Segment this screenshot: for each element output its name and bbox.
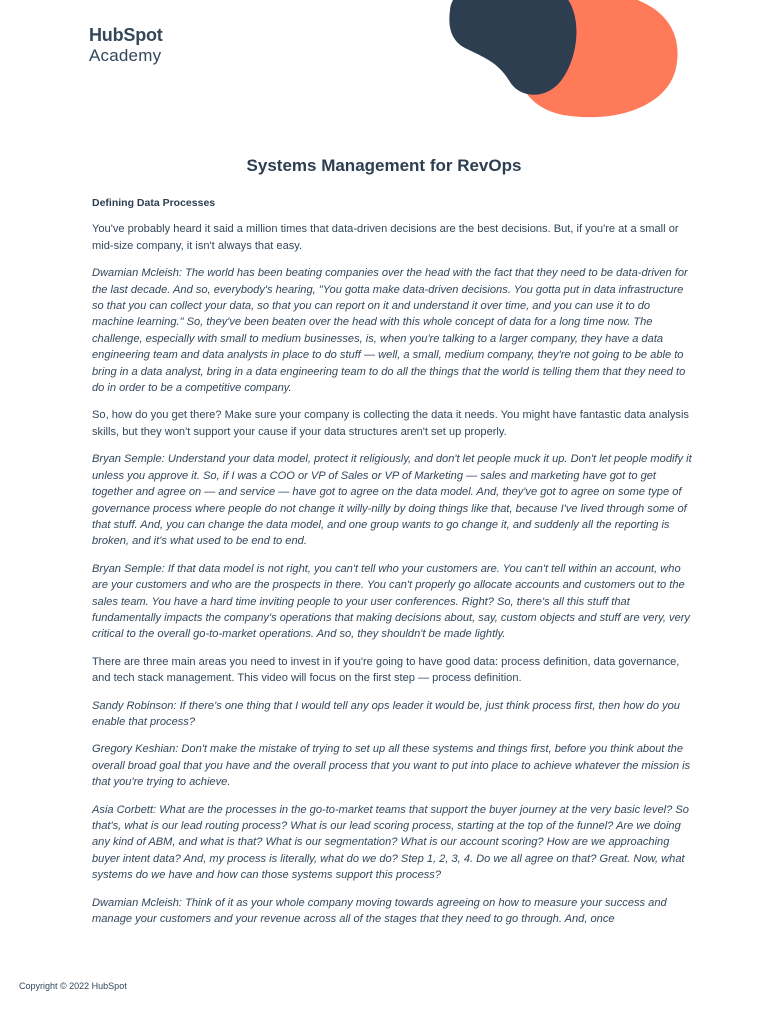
paragraph-list <box>92 221 692 927</box>
navy-blob-shape <box>449 0 576 95</box>
quote-paragraph: Dwamian Mcleish: Think of it as your whole company moving towards agreeing on how to measure your success and manage your customers and your revenue across all of the stages that they need to go through. And, once <box>92 896 667 926</box>
quote-paragraph: Bryan Semple: Understand your data model, protect it religiously, and don't let people muck it up. Don't let people modify it unless you approve it. So, if I was a COO or VP of Sales or VP of Marketing — sales and marketing have got to get together and agree on — and service — have got to agree on the data model. And, they've got to agree on some type of governance process where people do not change it willy-nilly by doing things like that, because I've lived through some of that stuff. And, you can change the data model, and one group wants to go change it, and suddenly all the reporting is broken, and it's what used to be end to end. <box>92 453 692 548</box>
body-paragraph: You've probably heard it said a million times that data-driven decisions are the best decisions. But, if you're at a small or mid-size company, it isn't always that easy. <box>92 223 679 252</box>
logo-brand: HubSpot <box>89 25 163 45</box>
document-title: Systems Management for RevOps <box>246 156 522 175</box>
logo-sub: Academy <box>89 46 162 65</box>
document-body <box>92 195 692 938</box>
hubspot-academy-logo <box>89 26 163 64</box>
quote-paragraph: Asia Corbett: What are the processes in the go-to-market teams that support the buyer journey at the very basic level? So that's, what is our lead routing process? What is our lead scoring process, starting at the top of the funnel? Are we doing any kind of ABM, and what is that? What is our segmentation? What is our account scoring? How are we approaching buyer intent data? And, my process is literally, what do we do? Step 1, 2, 3, 4. Do we all agree on that? Great. Now, what systems do we have and how can those systems support this process? <box>92 803 689 882</box>
section-heading: Defining Data Processes <box>92 197 216 209</box>
footer-copyright: Copyright © 2022 HubSpot <box>19 981 127 991</box>
quote-paragraph: Dwamian Mcleish: The world has been beating companies over the head with the fact that they need to be data-driven for the last decade. And so, everybody's hearing, "You gotta make data-driven decisions. You gotta put in data infrastructure so that you can collect your data, so that you can report on it and understand it over time, and you can use it to do machine learning." So, they've been beaten over the head with this whole concept of data for a long time now. The challenge, especially with small to medium businesses, is, when you're talking to a larger company, they have a data engineering team and data analysts in place to do stuff — well, a small, medium company, they're not going to be able to bring in a data analyst, bring in a data engineering team to do all the things that the world is telling them that they need to do in order to be a competitive company. <box>92 267 688 395</box>
decorative-blobs-graphic <box>440 0 690 125</box>
body-paragraph: So, how do you get there? Make sure your company is collecting the data it needs. You might have fantastic data analysis skills, but they won't support your cause if your data structures aren't set up properly. <box>92 409 689 438</box>
body-paragraph: There are three main areas you need to invest in if you're going to have good data: process definition, data governance, and tech stack management. This video will focus on the first step — process definition. <box>92 655 680 685</box>
quote-paragraph: Gregory Keshian: Don't make the mistake of trying to set up all these systems and things first, before you think about the overall broad goal that you have and the overall process that you want to put into place to achieve whatever the mission is that you're trying to achieve. <box>92 743 691 789</box>
quote-paragraph: Sandy Robinson: If there's one thing that I would tell any ops leader it would be, just think process first, then how do you enable that process? <box>92 699 680 728</box>
quote-paragraph: Bryan Semple: If that data model is not right, you can't tell who your customers are. You can't tell within an account, who are your customers and who are the prospects in there. You can't properly go allocate accounts and customers out to the sales team. You have a hard time inviting people to your user conferences. Right? So, there's all this stuff that fundamentally impacts the company's operations that making decisions about, say, custom objects and stuff are very, very critical to the overall go-to-market operations. And so, they shouldn't be made lightly. <box>92 562 690 641</box>
